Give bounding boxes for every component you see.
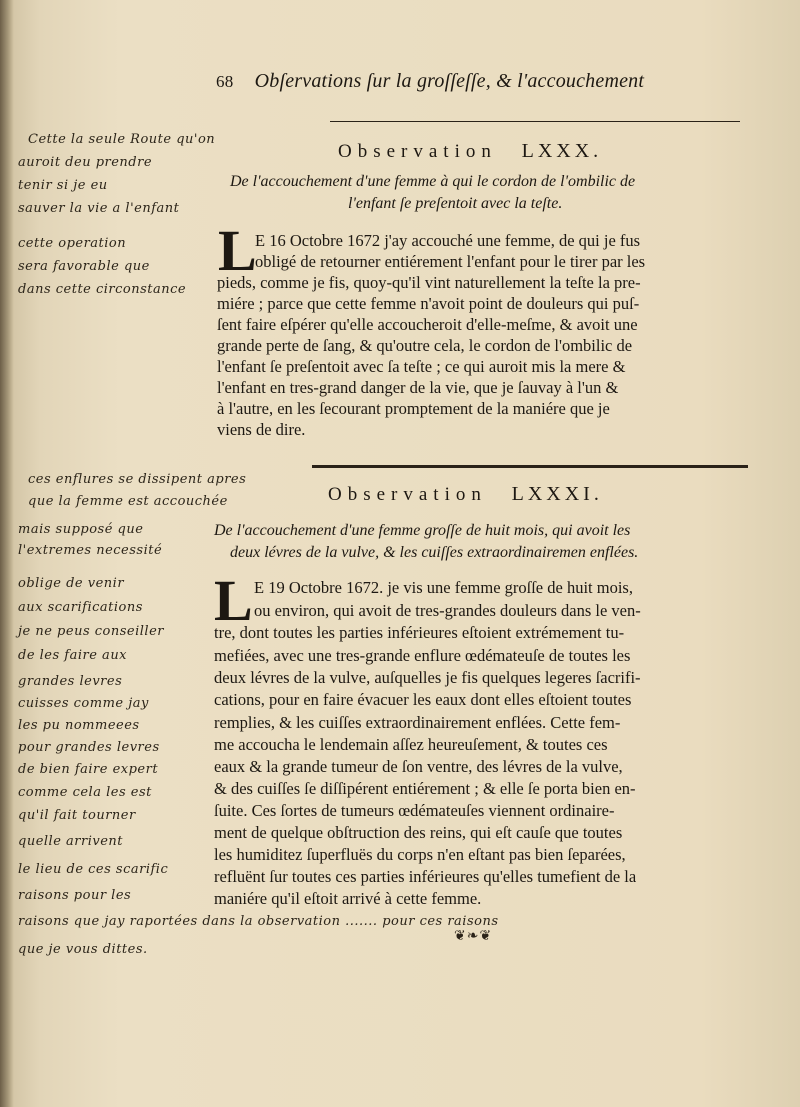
body-line: pieds, comme je fis, quoy-qu'il vint naturellement la teſte la pre- [217,273,641,292]
page-number: 68 [216,72,234,91]
handwritten-footer-note: raisons que jay raportées dans la observation ....... pour ces raisons [18,914,499,929]
handwritten-note: tenir si je eu [18,178,108,193]
body-line: deux lévres de la vulve, auſquelles je fis quelques legeres ſacrifi- [214,668,641,687]
handwritten-note: comme cela les est [18,785,152,800]
observation-numeral: LXXX. [521,140,603,162]
handwritten-note: l'extremes necessité [18,543,163,558]
body-line: grande perte de ſang, & qu'outre cela, le cordon de l'ombilic de [217,336,633,355]
body-line: ment de quelque obſtruction des reins, qui eſt cauſe que toutes [214,823,623,842]
handwritten-note: oblige de venir [18,576,125,591]
handwritten-note: le lieu de ces scarific [18,862,169,877]
handwritten-note: grandes levres [18,674,123,689]
body-line: les humiditez ſuperfluës du corps n'en eſtant pas bien ſeparées, [214,845,626,864]
handwritten-note: sera favorable que [18,259,150,274]
handwritten-note: qu'il fait tourner [18,808,136,823]
drop-cap-80: L [218,218,257,283]
observation-80-subtitle [230,171,635,215]
handwritten-note: sauver la vie a l'enfant [18,201,180,216]
body-line: obligé de retourner entiérement l'enfant pour le tirer par les [255,252,646,271]
handwritten-note: quelle arrivent [18,834,123,849]
body-line: ſuite. Ces ſortes de tumeurs œdémateuſes viennent ordinaire- [214,801,615,820]
observation-label: Observation [338,141,497,162]
handwritten-note: les pu nommeees [18,718,140,733]
handwritten-note: dans cette circonstance [18,282,187,297]
drop-cap-81: L [214,568,253,633]
observation-80-title [338,140,602,163]
body-line: à l'autre, en les ſecourant promptement de la maniére que je [217,399,610,418]
handwritten-note: de bien faire expert [18,762,159,777]
running-title: Obſervations ſur la groſſeſſe, & l'accouchement [254,70,645,92]
body-line: maniére qu'il eſtoit arrivé à cette femme. [214,889,482,908]
handwritten-note: mais supposé que [18,522,144,537]
body-line: tre, dont toutes les parties inférieures eſtoient extrémement tu- [214,623,625,642]
handwritten-note: aux scarifications [18,600,143,615]
body-line: ou environ, qui avoit de tres-grandes douleurs dans le ven- [254,601,641,620]
handwritten-note: cuisses comme jay [18,696,149,711]
observation-label: Observation [328,484,487,505]
handwritten-note: auroit deu prendre [18,155,153,170]
observation-numeral: LXXXI. [511,483,603,505]
body-line: refluënt ſur toutes ces parties inférieures qu'elles tumefient de la [214,867,637,886]
header-rule [330,121,740,122]
handwritten-footer-note: que je vous dittes. [18,942,148,957]
observation-81-subtitle [214,520,638,564]
observation-81-title [328,483,603,506]
handwritten-note: Cette la seule Route qu'on [28,132,216,147]
handwritten-note: raisons pour les [18,888,132,903]
handwritten-note: je ne peus conseiller [18,624,164,639]
subtitle-line: deux lévres de la vulve, & les cuiſſes extraordinairemen enflées. [230,544,639,561]
book-spine [0,0,14,1107]
handwritten-note: cette operation [18,236,127,251]
body-line: l'enfant en tres-grand danger de la vie, que je ſauvay à l'un & [217,378,619,397]
tailpiece-ornament: ❦❧❦ [454,929,493,944]
body-line: ſent faire eſpérer qu'elle accoucheroit d'elle-meſme, & avoit une [217,315,638,334]
body-line: mefiées, avec une tres-grande enflure œdémateuſe de toutes les [214,646,631,665]
body-line: E 16 Octobre 1672 j'ay accouché une femme, de qui je fus [255,231,641,250]
body-line: remplies, & les cuiſſes extraordinairement enflées. Cette fem- [214,713,621,732]
handwritten-note: que la femme est accouchée [28,494,228,509]
body-line: & des cuiſſes ſe diſſipérent entiérement ; & elle ſe porta bien en- [214,779,636,798]
running-header [216,70,644,93]
body-line: me accoucha le lendemain aſſez heureuſement, & toutes ces [214,735,608,754]
subtitle-line: l'enfant ſe preſentoit avec la teſte. [348,195,563,212]
body-line: E 19 Octobre 1672. je vis une femme groſſe de huit mois, [254,578,633,597]
handwritten-note: ces enflures se dissipent apres [28,472,247,487]
body-line: viens de dire. [217,420,306,439]
body-line: cations, pour en faire évacuer les eaux dont elles eſtoient toutes [214,690,632,709]
subtitle-line: De l'accouchement d'une femme groſſe de huit mois, qui avoit les [214,522,631,539]
handwritten-note: de les faire aux [18,648,128,663]
body-line: l'enfant ſe preſentoit avec ſa teſte ; ce qui auroit mis la mere & [217,357,626,376]
subtitle-line: De l'accouchement d'une femme à qui le cordon de l'ombilic de [230,173,636,190]
body-line: miére ; parce que cette femme n'avoit point de douleurs qui puſ- [217,294,640,313]
handwritten-note: pour grandes levres [18,740,160,755]
body-line: eaux & la grande tumeur de ſon ventre, des lévres de la vulve, [214,757,623,776]
section-rule [312,465,748,468]
